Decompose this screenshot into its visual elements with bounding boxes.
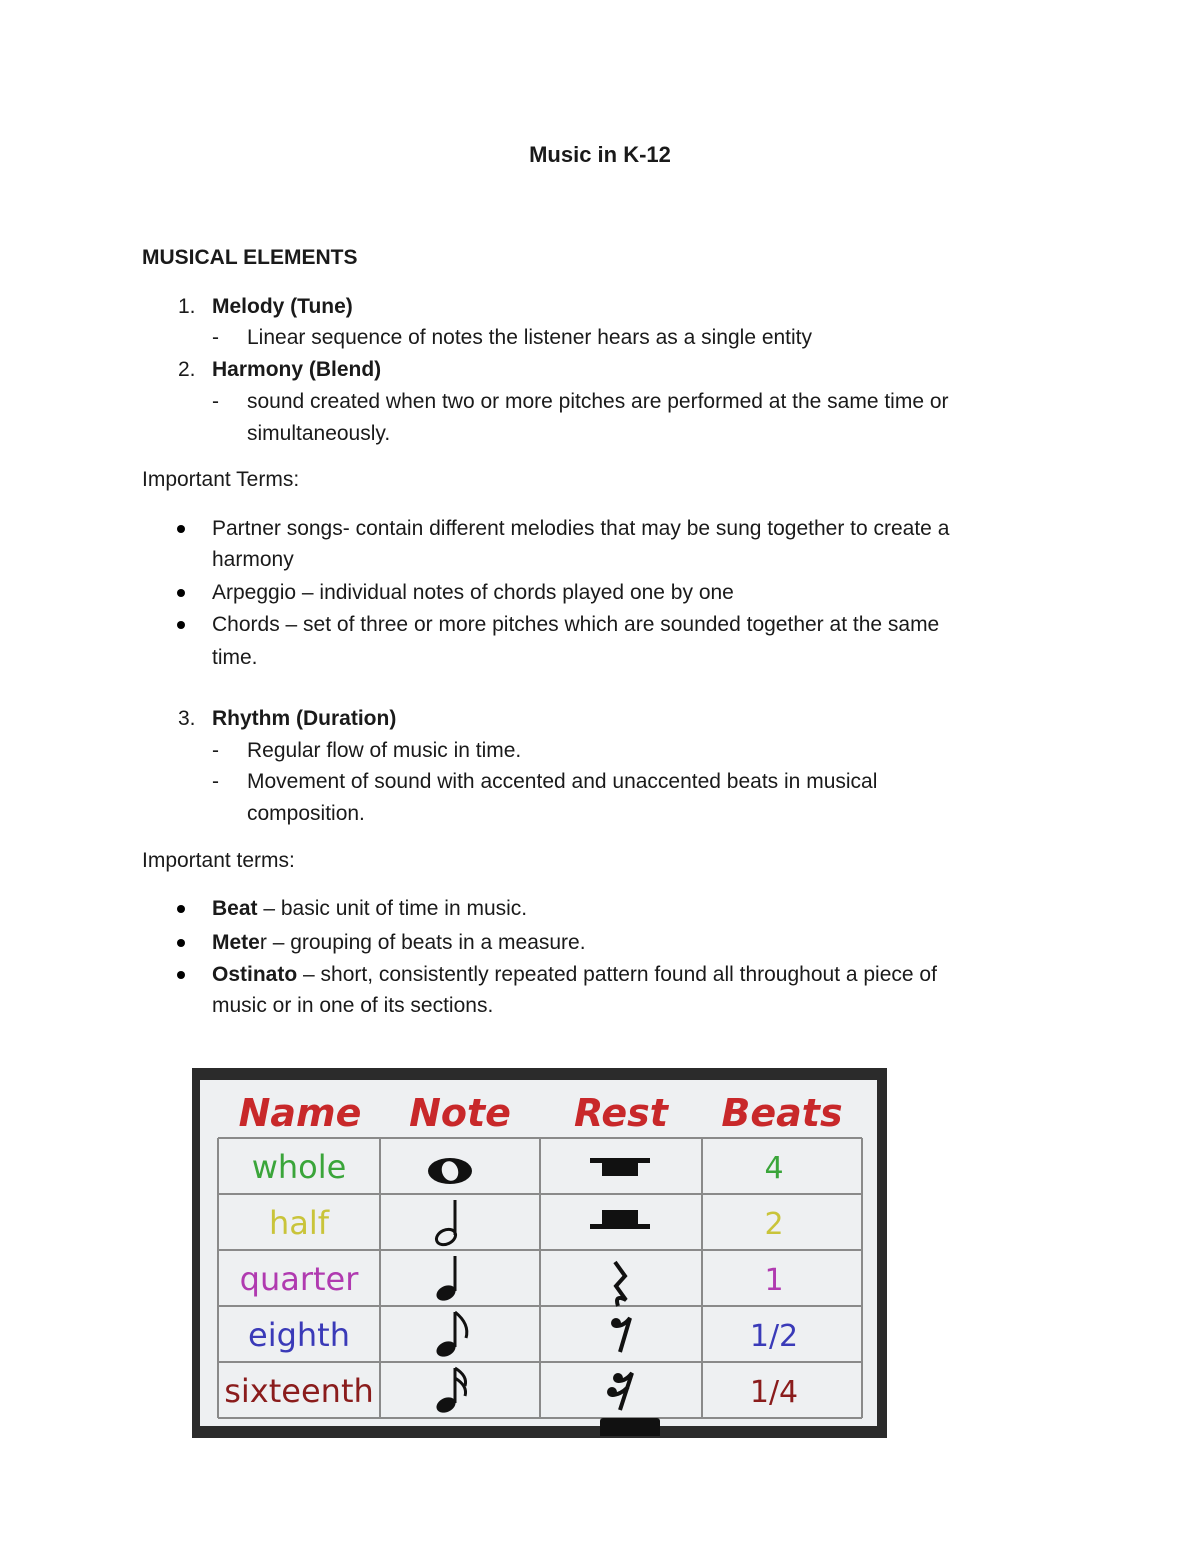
term-suffix: r (259, 931, 267, 954)
term-name: Mete (212, 931, 260, 954)
column-header-name: Name (238, 1091, 362, 1135)
bullet-icon (177, 971, 185, 979)
term-item: time. (212, 646, 258, 669)
list-number: 3. (178, 707, 196, 730)
half-note-icon (434, 1200, 458, 1248)
sixteenth-rest-icon (607, 1373, 632, 1410)
term-definition: – short, consistently repeated pattern found all throughout a piece of (297, 963, 937, 986)
dash-marker: - (212, 770, 219, 793)
note-name-half: half (268, 1204, 330, 1242)
column-header-rest: Rest (574, 1091, 668, 1135)
dash-marker: - (212, 390, 219, 413)
beats-value-quarter: 1 (764, 1263, 784, 1298)
bullet-icon (177, 525, 185, 533)
note-values-board (192, 1068, 887, 1438)
term-item: harmony (212, 548, 294, 571)
eighth-rest-icon (611, 1318, 630, 1352)
note-name-eighth: eighth (248, 1316, 350, 1354)
term-item (212, 962, 937, 988)
half-rest-icon (590, 1210, 650, 1229)
bullet-icon (177, 905, 185, 913)
term-item: Chords – set of three or more pitches which are sounded together at the same (212, 613, 940, 636)
bullet-icon (177, 939, 185, 947)
element-description: Regular flow of music in time. (247, 739, 522, 762)
column-header-beats: Beats (721, 1091, 843, 1135)
bullet-icon (177, 621, 185, 629)
term-item (212, 930, 586, 956)
element-description: simultaneously. (247, 422, 391, 445)
bullet-icon (177, 589, 185, 597)
board-tray (600, 1418, 660, 1436)
note-name-quarter: quarter (239, 1260, 359, 1298)
term-item: music or in one of its sections. (212, 994, 494, 1017)
note-name-whole: whole (251, 1148, 347, 1186)
whole-rest-icon (590, 1158, 650, 1176)
term-name: Ostinato (212, 963, 298, 986)
page-title: Music in K-12 (529, 142, 671, 167)
eighth-note-icon (434, 1312, 467, 1360)
element-description: Movement of sound with accented and unaccented beats in musical (247, 770, 878, 793)
list-number: 2. (178, 358, 196, 381)
note-table-svg (200, 1080, 877, 1426)
term-definition: – grouping of beats in a measure. (266, 931, 586, 954)
term-item (212, 896, 527, 922)
beats-value-whole: 4 (764, 1151, 784, 1186)
element-description: Linear sequence of notes the listener hears as a single entity (247, 326, 813, 349)
whole-note-icon (428, 1158, 472, 1184)
element-name: Harmony (Blend) (212, 358, 382, 381)
term-item: Partner songs- contain different melodies that may be sung together to create a (212, 517, 950, 540)
element-name: Rhythm (Duration) (212, 707, 397, 730)
beats-value-half: 2 (764, 1207, 784, 1242)
term-definition: – basic unit of time in music. (257, 897, 528, 920)
dash-marker: - (212, 739, 219, 762)
dash-marker: - (212, 326, 219, 349)
element-description: sound created when two or more pitches are performed at the same time or (247, 390, 949, 413)
whiteboard-surface (200, 1080, 877, 1426)
sixteenth-note-icon (434, 1368, 466, 1416)
terms-label: Important Terms: (142, 468, 300, 491)
section-heading: MUSICAL ELEMENTS (142, 246, 358, 269)
list-number: 1. (178, 295, 196, 318)
beats-value-eighth: 1/2 (749, 1319, 799, 1354)
terms-label: Important terms: (142, 849, 295, 872)
quarter-rest-icon (615, 1262, 626, 1306)
quarter-note-icon (434, 1256, 458, 1304)
note-name-sixteenth: sixteenth (224, 1372, 374, 1410)
element-name: Melody (Tune) (212, 295, 353, 318)
term-name: Beat (212, 897, 258, 920)
column-header-note: Note (409, 1091, 511, 1135)
term-item: Arpeggio – individual notes of chords played one by one (212, 581, 734, 604)
element-description: composition. (247, 802, 365, 825)
beats-value-sixteenth: 1/4 (749, 1375, 799, 1410)
